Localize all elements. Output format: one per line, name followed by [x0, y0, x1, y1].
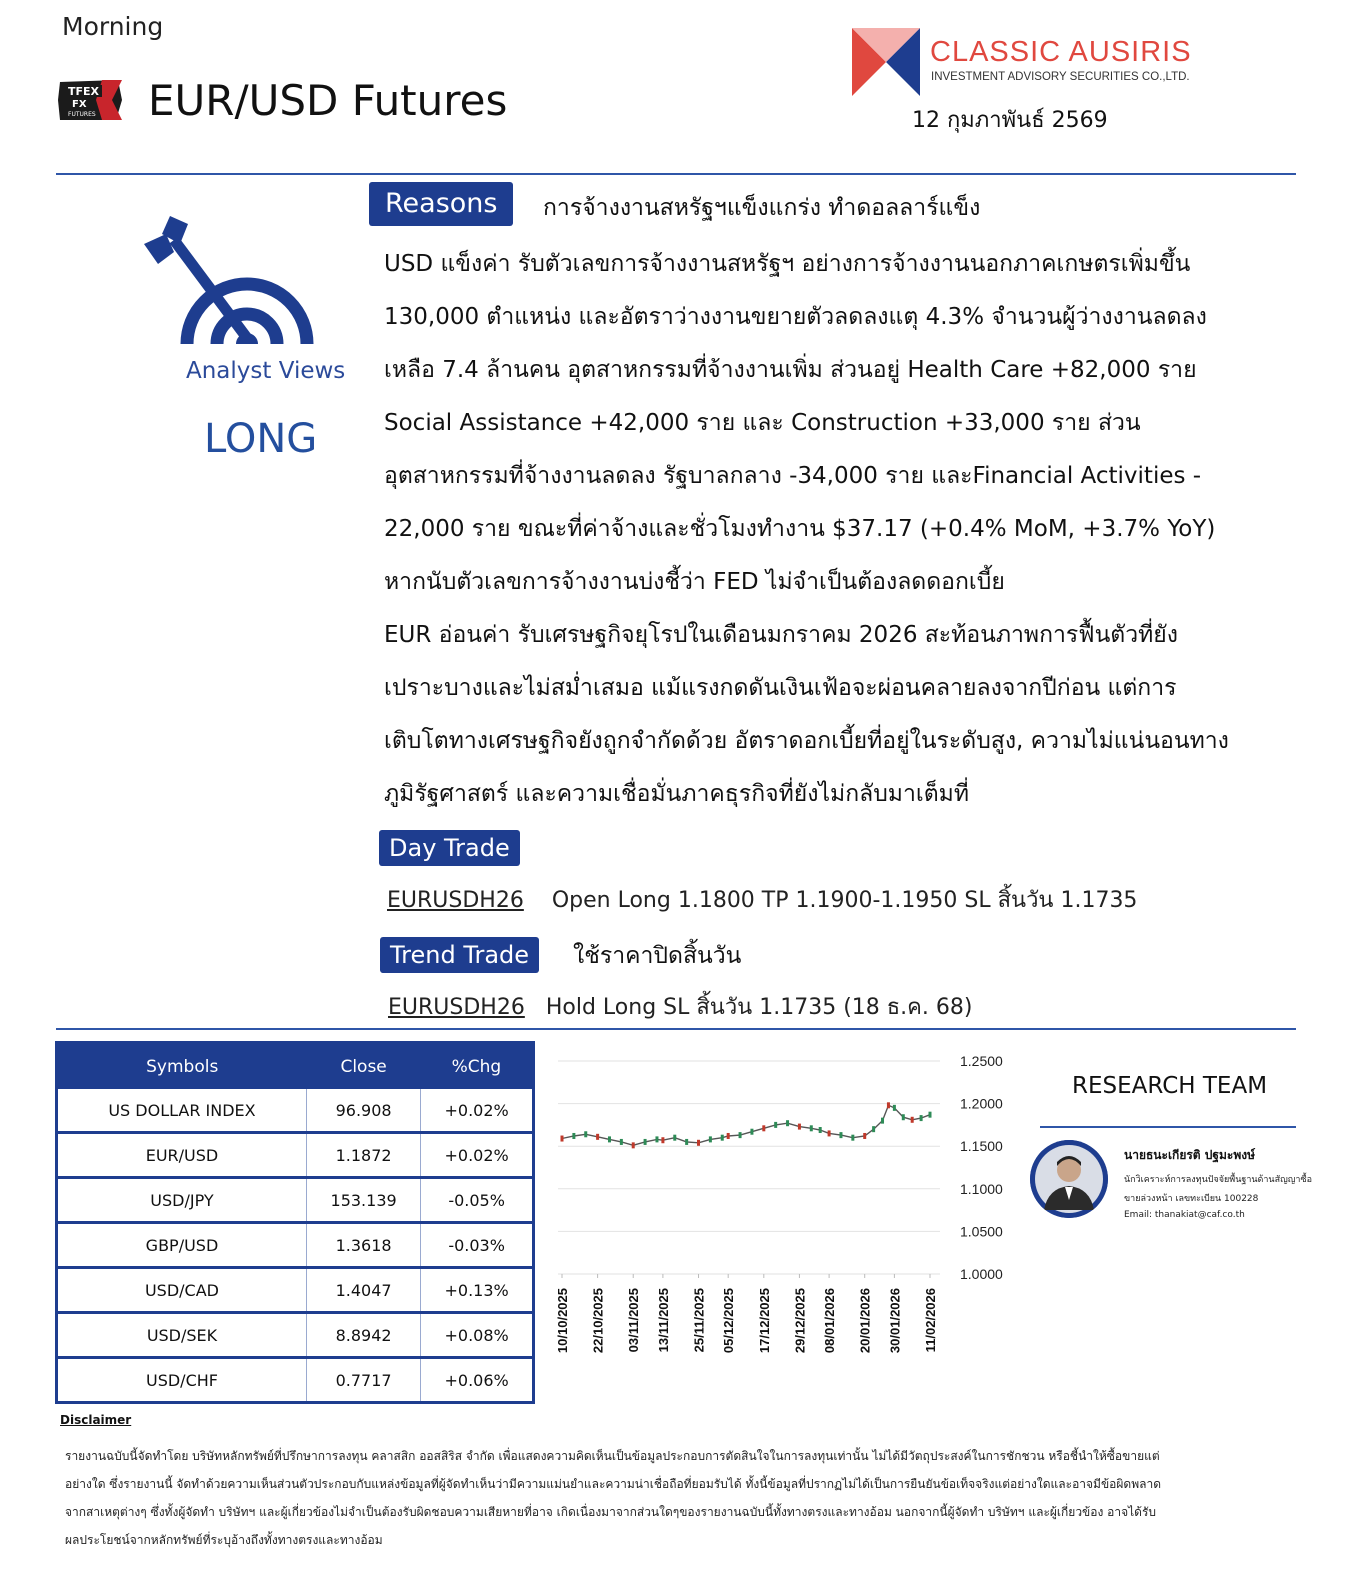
change-cell: +0.06% [421, 1358, 534, 1403]
data-point [881, 1118, 884, 1124]
data-point [727, 1133, 730, 1139]
data-point [685, 1139, 688, 1145]
analyst-position: นักวิเคราะห์การลงทุนปัจจัยพื้นฐานด้านสัญญาซื้อ [1124, 1175, 1312, 1185]
trend-trade-text: Hold Long SL สิ้นวัน 1.1735 (18 ธ.ค. 68) [545, 995, 973, 1020]
disclaimer-line: อย่างใด ซึ่งรายงานนี้ จัดทำด้วยความเห็นส่วนตัวประกอบกับแหล่งข้อมูลที่ผู้จัดทำเห็นว่ามีความแม่นยำและความน่าเชื่อถือที่ยอมรับได้ ทั้งนี้ข้อมูลที่ปรากฏไม่ได้เป็นการยืนยันข้อเท็จจริงแต่อย่างใดและอาจมีข้อผิดพลาด [65, 1477, 1161, 1491]
data-point [572, 1133, 575, 1139]
symbol-cell: US DOLLAR INDEX [57, 1089, 307, 1133]
data-point [839, 1132, 842, 1138]
change-cell: +0.13% [421, 1268, 534, 1313]
data-point [774, 1122, 777, 1128]
research-team-divider [1040, 1126, 1296, 1128]
column-header: Close [306, 1043, 420, 1090]
brand-logo [850, 26, 920, 98]
x-tick-label: 29/12/2025 [792, 1288, 808, 1354]
x-tick-label: 08/01/2026 [822, 1288, 838, 1354]
close-cell: 8.8942 [306, 1313, 420, 1358]
data-point [655, 1136, 658, 1142]
data-point [902, 1114, 905, 1120]
trend-trade-note: ใช้ราคาปิดสิ้นวัน [573, 943, 742, 969]
page-title: EUR/USD Futures [148, 76, 508, 125]
symbol-cell: EUR/USD [57, 1133, 307, 1178]
target-arrow-icon [140, 212, 354, 352]
data-point [608, 1136, 611, 1142]
svg-text:FUTURES: FUTURES [68, 111, 96, 118]
data-point [872, 1126, 875, 1132]
column-header: %Chg [421, 1043, 534, 1090]
close-cell: 0.7717 [306, 1358, 420, 1403]
table-row [57, 1313, 534, 1358]
reasons-line: หากนับตัวเลขการจ้างงานบ่งชี้ว่า FED ไม่จำเป็นต้องลดดอกเบี้ย [384, 569, 1005, 595]
disclaimer-line: จากสาเหตุต่างๆ ซึ่งทั้งผู้จัดทำ บริษัทฯ และผู้เกี่ยวข้องไม่จำเป็นต้องรับผิดชอบความเสียหายที่อาจ เกิดเนื่องมาจากส่วนใดๆของรายงานฉบับนี้ทั้งทางตรงและทางอ้อม นอกจากนี้ผู้จัดทำ บริษัทฯ และผู้เกี่ยวข้อง อาจได้รับ [65, 1505, 1157, 1519]
x-tick-label: 17/12/2025 [756, 1288, 772, 1354]
trend-trade-line [388, 989, 972, 1024]
disclaimer-title: Disclaimer [60, 1413, 132, 1427]
mid-divider [56, 1028, 1296, 1030]
reasons-line: เปราะบางและไม่สม่ำเสมอ แม้แรงกดดันเงินเฟ้อจะผ่อนคลายลงจากปีก่อน แต่การ [384, 675, 1177, 701]
change-cell: +0.02% [421, 1089, 534, 1133]
column-header: Symbols [57, 1043, 307, 1090]
x-tick-label: 22/10/2025 [590, 1288, 606, 1354]
x-tick-label: 25/11/2025 [691, 1288, 707, 1353]
data-point [887, 1102, 890, 1108]
x-tick-label: 03/11/2025 [626, 1288, 642, 1353]
reasons-line: เหลือ 7.4 ล้านคน อุตสาหกรรมที่จ้างงานเพิ่ม ส่วนอยู่ Health Care +82,000 ราย [384, 357, 1197, 383]
reasons-line: เติบโตทางเศรษฐกิจยังถูกจำกัดด้วย อัตราดอกเบี้ยที่อยู่ในระดับสูง, ความไม่แน่นอนทาง [384, 728, 1229, 754]
y-tick-label: 1.1000 [960, 1180, 1003, 1197]
eurusd-price-chart [548, 1045, 1018, 1390]
symbol-cell: GBP/USD [57, 1223, 307, 1268]
table-row [57, 1133, 534, 1178]
data-point [750, 1129, 753, 1135]
table-row [57, 1089, 534, 1133]
reasons-line: USD แข็งค่า รับตัวเลขการจ้างงานสหรัฐฯ อย่างการจ้างงานนอกภาคเกษตรเพิ่มขึ้น [384, 251, 1191, 277]
reasons-line: อุตสาหกรรมที่จ้างงานลดลง รัฐบาลกลาง -34,000 ราย และFinancial Activities - [384, 463, 1202, 489]
data-point [661, 1137, 664, 1143]
svg-text:TFEX: TFEX [68, 85, 100, 98]
data-point [828, 1130, 831, 1136]
disclaimer-line: ผลประโยชน์จากหลักทรัพย์ที่ระบุอ้างถึงทั้งทางตรงและทางอ้อม [65, 1533, 383, 1547]
symbol-cell: USD/CHF [57, 1358, 307, 1403]
reasons-line: 22,000 ราย ขณะที่ค่าจ้างและชั่วโมงทำงาน $37.17 (+0.4% MoM, +3.7% YoY) [384, 516, 1216, 542]
x-tick-label: 20/01/2026 [857, 1288, 873, 1354]
close-cell: 153.139 [306, 1178, 420, 1223]
x-tick-label: 05/12/2025 [721, 1288, 737, 1354]
y-tick-label: 1.2000 [960, 1095, 1003, 1112]
change-cell: +0.02% [421, 1133, 534, 1178]
top-divider [56, 173, 1296, 175]
analyst-avatar [1030, 1140, 1108, 1218]
data-point [697, 1140, 700, 1146]
data-point [851, 1135, 854, 1141]
data-point [673, 1135, 676, 1141]
data-point [709, 1136, 712, 1142]
data-point [584, 1131, 587, 1137]
data-point [929, 1112, 932, 1118]
reasons-label: Reasons [369, 182, 513, 226]
day-trade-label: Day Trade [379, 830, 520, 866]
x-tick-label: 11/02/2026 [923, 1288, 938, 1353]
y-tick-label: 1.1500 [960, 1138, 1003, 1155]
data-point [911, 1117, 914, 1123]
symbol-cell: USD/JPY [57, 1178, 307, 1223]
data-point [721, 1135, 724, 1141]
reasons-line: 130,000 ตำแหน่ง และอัตราว่างงานขยายตัวลดลงแตุ 4.3% จำนวนผู้ว่างงานลดลง [384, 304, 1207, 330]
symbol-cell: USD/SEK [57, 1313, 307, 1358]
data-point [561, 1136, 564, 1142]
disclaimer-line: รายงานฉบับนี้จัดทำโดย บริษัทหลักทรัพย์ที่ปรึกษาการลงทุน คลาสสิก ออสสิริส จำกัด เพื่อแสดงความคิดเห็นเป็นข้อมูลประกอบการตัดสินใจในการลงทุนเท่านั้น ไม่ได้มีวัตถุประสงค์ในการชักชวน หรือชี้นำให้ซื้อขายแต่ [65, 1449, 1160, 1463]
close-cell: 1.4047 [306, 1268, 420, 1313]
analyst-email: Email: thanakiat@caf.co.th [1124, 1210, 1245, 1220]
data-point [620, 1139, 623, 1145]
trend-trade-label: Trend Trade [380, 937, 539, 973]
analyst-views-label: Analyst Views [186, 358, 346, 384]
day-trade-symbol: EURUSDH26 [387, 888, 524, 913]
market-table [55, 1041, 535, 1404]
y-tick-label: 1.2500 [960, 1053, 1003, 1069]
day-trade-text: Open Long 1.1800 TP 1.1900-1.1950 SL สิ้นวัน 1.1735 [551, 888, 1138, 913]
symbol-cell: USD/CAD [57, 1268, 307, 1313]
change-cell: -0.05% [421, 1178, 534, 1223]
analyst-view-signal: LONG [204, 416, 318, 462]
x-tick-label: 13/11/2025 [655, 1288, 671, 1353]
y-tick-label: 1.0500 [960, 1223, 1003, 1240]
data-point [739, 1132, 742, 1138]
reasons-line: Social Assistance +42,000 ราย และ Construction +33,000 ราย ส่วน [384, 410, 1141, 436]
analyst-name: นายธนะเกียรติ ปฐมะพงษ์ [1124, 1148, 1256, 1162]
x-tick-label: 10/10/2025 [555, 1288, 570, 1354]
brand-name: CLASSIC AUSIRIS [930, 36, 1192, 68]
analyst-license: ขายล่วงหน้า เลขทะเบียน 100228 [1124, 1194, 1259, 1204]
research-team-title: RESEARCH TEAM [1072, 1073, 1268, 1099]
data-point [810, 1125, 813, 1131]
reasons-headline: การจ้างงานสหรัฐฯแข็งแกร่ง ทำดอลลาร์แข็ง [543, 195, 981, 221]
data-point [786, 1120, 789, 1126]
data-point [893, 1105, 896, 1111]
close-cell: 96.908 [306, 1089, 420, 1133]
data-point [920, 1115, 923, 1121]
table-row [57, 1358, 534, 1403]
data-point [863, 1133, 866, 1139]
day-trade-line [387, 882, 1137, 917]
change-cell: -0.03% [421, 1223, 534, 1268]
data-point [632, 1142, 635, 1148]
data-point [762, 1125, 765, 1131]
brand-subtitle: INVESTMENT ADVISORY SECURITIES CO.,LTD. [931, 71, 1190, 83]
report-date: 12 กุมภาพันธ์ 2569 [912, 108, 1108, 133]
x-tick-label: 30/01/2026 [887, 1288, 903, 1354]
data-point [798, 1124, 801, 1130]
session-label: Morning [62, 12, 164, 41]
data-point [819, 1127, 822, 1133]
table-row [57, 1223, 534, 1268]
data-point [596, 1134, 599, 1140]
y-tick-label: 1.0000 [960, 1266, 1003, 1282]
table-row [57, 1178, 534, 1223]
tfex-fx-logo [56, 76, 124, 124]
trend-trade-symbol: EURUSDH26 [388, 995, 525, 1020]
reasons-line: ภูมิรัฐศาสตร์ และความเชื่อมั่นภาคธุรกิจที่ยังไม่กลับมาเต็มที่ [384, 781, 970, 807]
reasons-body [384, 238, 1319, 821]
series-line [562, 1105, 930, 1145]
reasons-line: EUR อ่อนค่า รับเศรษฐกิจยุโรปในเดือนมกราคม 2026 สะท้อนภาพการฟื้นตัวที่ยัง [384, 622, 1179, 648]
close-cell: 1.3618 [306, 1223, 420, 1268]
table-row [57, 1268, 534, 1313]
svg-text:FX: FX [72, 99, 87, 110]
change-cell: +0.08% [421, 1313, 534, 1358]
disclaimer-body [65, 1442, 1265, 1554]
close-cell: 1.1872 [306, 1133, 420, 1178]
data-point [644, 1139, 647, 1145]
